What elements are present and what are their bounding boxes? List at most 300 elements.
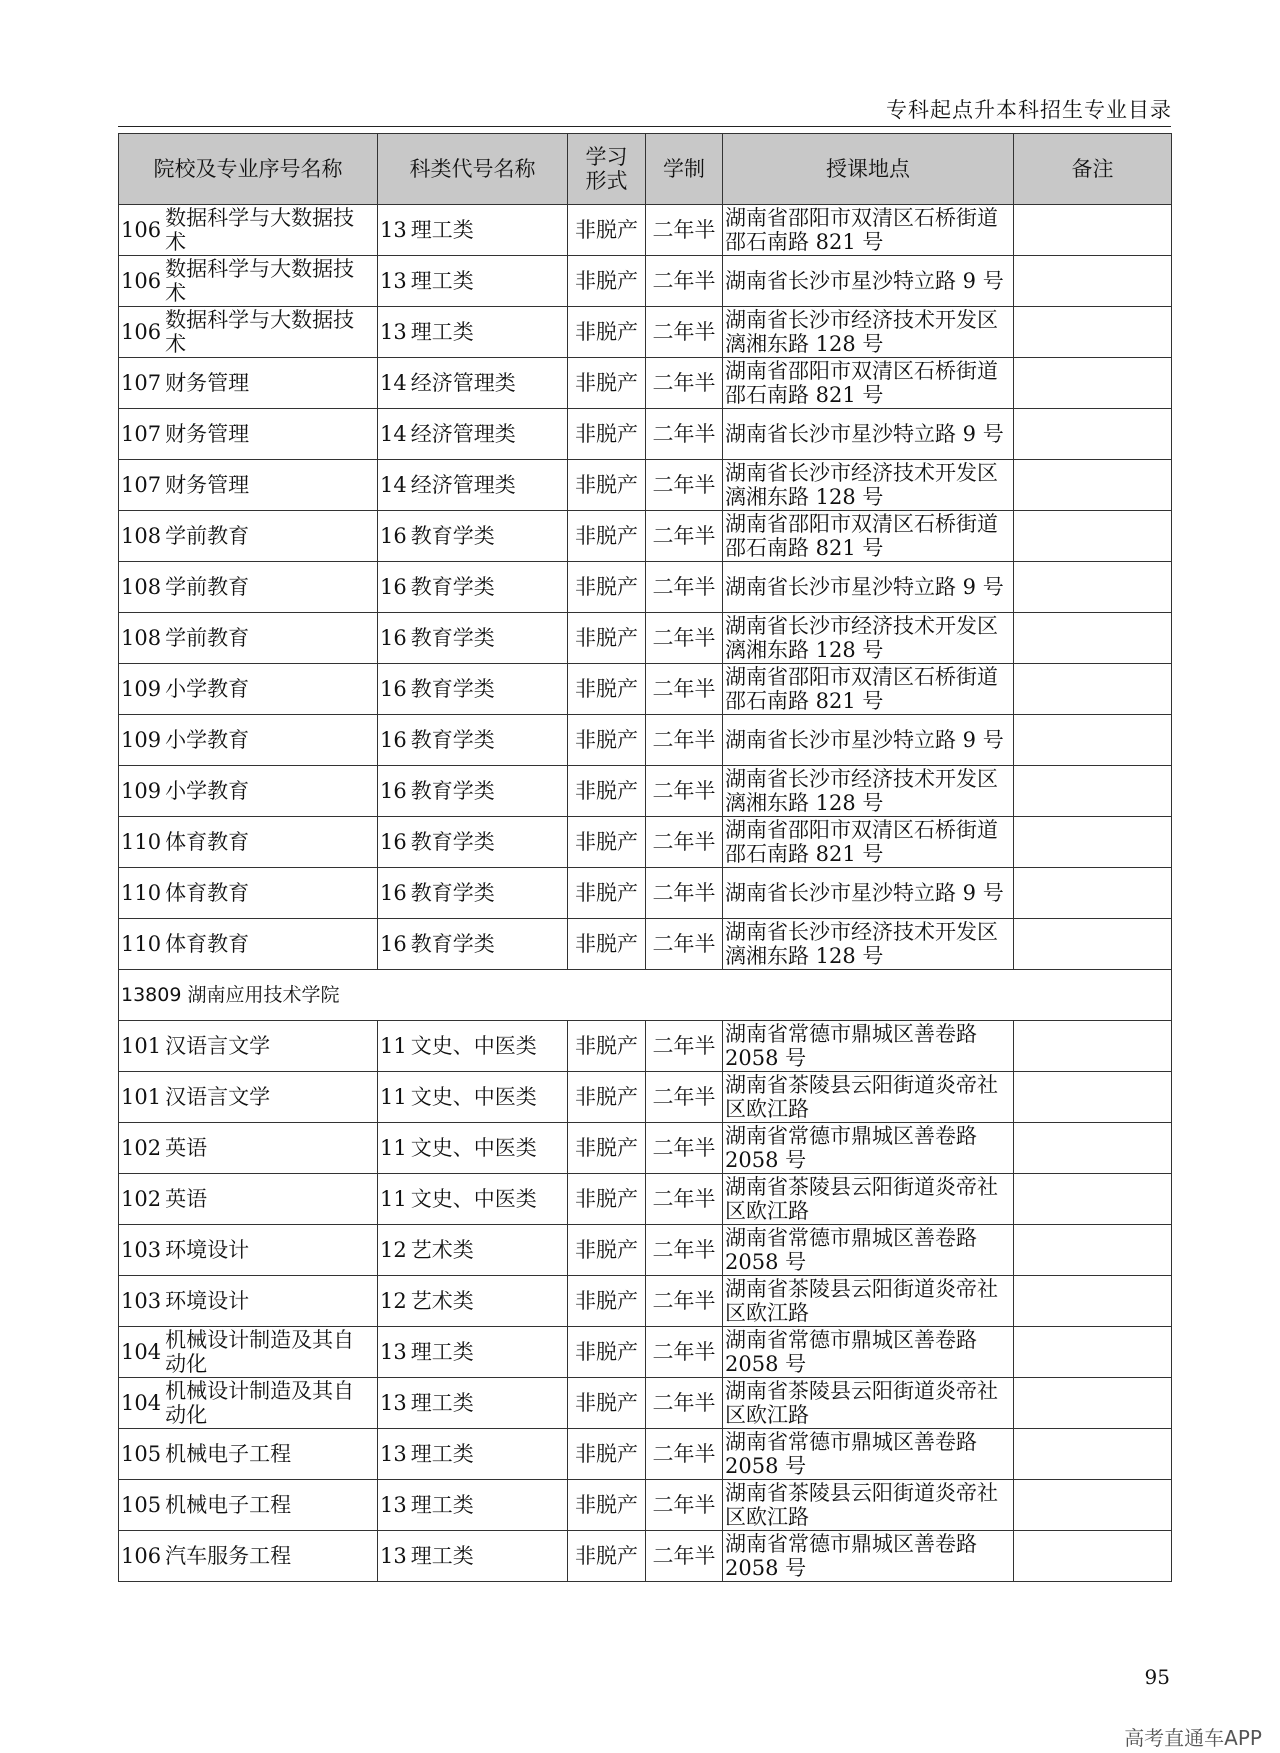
category-cell	[378, 1174, 568, 1225]
table-row	[119, 409, 1172, 460]
study-mode-cell: 非脱产	[568, 307, 646, 358]
program-cell	[119, 256, 378, 307]
table-row	[119, 1123, 1172, 1174]
note-cell	[1014, 715, 1172, 766]
duration-cell: 二年半	[646, 409, 723, 460]
table-row	[119, 1225, 1172, 1276]
watermark: 高考直通车APP	[1124, 1726, 1262, 1750]
category-code: 13	[380, 1544, 407, 1568]
study-mode-cell: 非脱产	[568, 1378, 646, 1429]
category-code: 16	[380, 524, 407, 548]
category-name: 理工类	[410, 269, 474, 293]
category-cell	[378, 256, 568, 307]
duration-cell: 二年半	[646, 1480, 723, 1531]
program-name: 数据科学与大数据技术	[165, 308, 355, 356]
column-header-category: 科类代号名称	[378, 134, 568, 205]
study-mode-cell: 非脱产	[568, 256, 646, 307]
category-cell	[378, 817, 568, 868]
program-number: 108	[121, 575, 162, 599]
category-name: 理工类	[410, 218, 474, 242]
program-number: 105	[121, 1493, 162, 1517]
program-name: 英语	[165, 1187, 208, 1211]
table-row	[119, 613, 1172, 664]
category-name: 教育学类	[410, 779, 495, 803]
duration-cell: 二年半	[646, 1072, 723, 1123]
program-number: 101	[121, 1034, 162, 1058]
table-row	[119, 1378, 1172, 1429]
note-cell	[1014, 511, 1172, 562]
category-code: 13	[380, 320, 407, 344]
study-mode-cell: 非脱产	[568, 460, 646, 511]
location-cell: 湖南省长沙市经济技术开发区漓湘东路 128 号	[723, 460, 1014, 511]
duration-cell: 二年半	[646, 664, 723, 715]
category-cell	[378, 664, 568, 715]
program-name: 机械设计制造及其自动化	[165, 1328, 355, 1376]
program-number: 107	[121, 473, 162, 497]
note-cell	[1014, 664, 1172, 715]
table-row	[119, 766, 1172, 817]
program-number: 109	[121, 677, 162, 701]
program-cell	[119, 1072, 378, 1123]
program-cell	[119, 460, 378, 511]
table-row	[119, 511, 1172, 562]
program-number: 107	[121, 422, 162, 446]
program-number: 108	[121, 524, 162, 548]
study-mode-cell: 非脱产	[568, 1327, 646, 1378]
program-name: 数据科学与大数据技术	[165, 257, 355, 305]
note-cell	[1014, 1174, 1172, 1225]
table-row	[119, 1429, 1172, 1480]
note-cell	[1014, 307, 1172, 358]
category-cell	[378, 1480, 568, 1531]
category-cell	[378, 1531, 568, 1582]
program-number: 105	[121, 1442, 162, 1466]
location-cell: 湖南省茶陵县云阳街道炎帝社区欧江路	[723, 1276, 1014, 1327]
program-cell	[119, 817, 378, 868]
category-name: 文史、中医类	[410, 1136, 537, 1160]
duration-cell: 二年半	[646, 1021, 723, 1072]
note-cell	[1014, 1276, 1172, 1327]
program-cell	[119, 409, 378, 460]
program-cell	[119, 1429, 378, 1480]
program-number: 110	[121, 932, 162, 956]
program-cell	[119, 766, 378, 817]
program-name: 小学教育	[165, 677, 250, 701]
location-cell: 湖南省长沙市星沙特立路 9 号	[723, 715, 1014, 766]
duration-cell: 二年半	[646, 1429, 723, 1480]
program-cell	[119, 1327, 378, 1378]
category-cell	[378, 766, 568, 817]
study-mode-cell: 非脱产	[568, 1276, 646, 1327]
program-cell	[119, 1531, 378, 1582]
column-header-duration: 学制	[646, 134, 723, 205]
program-number: 109	[121, 728, 162, 752]
program-name: 汉语言文学	[165, 1085, 271, 1109]
program-number: 109	[121, 779, 162, 803]
table-row	[119, 1276, 1172, 1327]
program-cell	[119, 664, 378, 715]
category-cell	[378, 1276, 568, 1327]
duration-cell: 二年半	[646, 1225, 723, 1276]
column-header-note: 备注	[1014, 134, 1172, 205]
location-cell: 湖南省常德市鼎城区善卷路 2058 号	[723, 1123, 1014, 1174]
study-mode-cell: 非脱产	[568, 766, 646, 817]
program-cell	[119, 511, 378, 562]
note-cell	[1014, 817, 1172, 868]
category-cell	[378, 1225, 568, 1276]
study-mode-cell: 非脱产	[568, 868, 646, 919]
category-name: 教育学类	[410, 881, 495, 905]
category-code: 11	[380, 1085, 407, 1109]
program-cell	[119, 919, 378, 970]
location-cell: 湖南省邵阳市双清区石桥街道邵石南路 821 号	[723, 664, 1014, 715]
program-name: 学前教育	[165, 626, 250, 650]
program-cell	[119, 358, 378, 409]
table-header-row	[119, 134, 1172, 205]
category-name: 理工类	[410, 320, 474, 344]
location-cell: 湖南省邵阳市双清区石桥街道邵石南路 821 号	[723, 358, 1014, 409]
program-cell	[119, 613, 378, 664]
note-cell	[1014, 1225, 1172, 1276]
category-cell	[378, 613, 568, 664]
program-number: 106	[121, 1544, 162, 1568]
category-code: 13	[380, 1442, 407, 1466]
program-number: 110	[121, 881, 162, 905]
category-cell	[378, 1123, 568, 1174]
location-cell: 湖南省常德市鼎城区善卷路 2058 号	[723, 1429, 1014, 1480]
category-name: 经济管理类	[410, 422, 516, 446]
location-cell: 湖南省茶陵县云阳街道炎帝社区欧江路	[723, 1480, 1014, 1531]
category-name: 文史、中医类	[410, 1085, 537, 1109]
category-code: 14	[380, 371, 407, 395]
program-cell	[119, 1123, 378, 1174]
duration-cell: 二年半	[646, 715, 723, 766]
program-number: 110	[121, 830, 162, 854]
program-name: 财务管理	[165, 422, 250, 446]
category-code: 14	[380, 473, 407, 497]
duration-cell: 二年半	[646, 817, 723, 868]
table-row	[119, 1480, 1172, 1531]
study-mode-cell: 非脱产	[568, 664, 646, 715]
category-name: 教育学类	[410, 677, 495, 701]
category-name: 教育学类	[410, 626, 495, 650]
duration-cell: 二年半	[646, 256, 723, 307]
table-row	[119, 460, 1172, 511]
running-header: 专科起点升本科招生专业目录	[886, 98, 1172, 122]
duration-cell: 二年半	[646, 1123, 723, 1174]
program-name: 学前教育	[165, 524, 250, 548]
table-row	[119, 256, 1172, 307]
location-cell: 湖南省茶陵县云阳街道炎帝社区欧江路	[723, 1072, 1014, 1123]
program-name: 体育教育	[165, 830, 250, 854]
program-name: 小学教育	[165, 779, 250, 803]
category-name: 教育学类	[410, 932, 495, 956]
duration-cell: 二年半	[646, 358, 723, 409]
category-code: 13	[380, 1493, 407, 1517]
table-row	[119, 664, 1172, 715]
category-name: 教育学类	[410, 830, 495, 854]
category-code: 11	[380, 1034, 407, 1058]
category-code: 14	[380, 422, 407, 446]
program-name: 环境设计	[165, 1238, 250, 1262]
location-cell: 湖南省长沙市经济技术开发区漓湘东路 128 号	[723, 613, 1014, 664]
column-header-study-mode	[568, 134, 646, 205]
location-cell: 湖南省长沙市星沙特立路 9 号	[723, 562, 1014, 613]
category-code: 12	[380, 1289, 407, 1313]
category-code: 16	[380, 575, 407, 599]
category-code: 16	[380, 881, 407, 905]
note-cell	[1014, 409, 1172, 460]
program-number: 102	[121, 1187, 162, 1211]
program-number: 103	[121, 1238, 162, 1262]
table-row	[119, 919, 1172, 970]
program-cell	[119, 562, 378, 613]
category-name: 教育学类	[410, 524, 495, 548]
location-cell: 湖南省常德市鼎城区善卷路 2058 号	[723, 1327, 1014, 1378]
table-row	[119, 1327, 1172, 1378]
category-cell	[378, 1378, 568, 1429]
study-mode-cell: 非脱产	[568, 817, 646, 868]
study-mode-cell: 非脱产	[568, 1480, 646, 1531]
table-row	[119, 1021, 1172, 1072]
category-cell	[378, 1429, 568, 1480]
category-code: 13	[380, 269, 407, 293]
category-cell	[378, 1072, 568, 1123]
program-number: 104	[121, 1391, 162, 1415]
program-name: 数据科学与大数据技术	[165, 206, 355, 254]
category-name: 理工类	[410, 1442, 474, 1466]
category-name: 经济管理类	[410, 473, 516, 497]
study-mode-cell: 非脱产	[568, 511, 646, 562]
category-code: 16	[380, 830, 407, 854]
program-number: 106	[121, 218, 162, 242]
category-code: 11	[380, 1187, 407, 1211]
category-code: 13	[380, 218, 407, 242]
study-mode-cell: 非脱产	[568, 409, 646, 460]
location-cell: 湖南省常德市鼎城区善卷路 2058 号	[723, 1021, 1014, 1072]
program-cell	[119, 1378, 378, 1429]
note-cell	[1014, 256, 1172, 307]
column-header-location: 授课地点	[723, 134, 1014, 205]
study-mode-header-line-2: 形式	[585, 169, 628, 193]
note-cell	[1014, 1072, 1172, 1123]
category-name: 理工类	[410, 1340, 474, 1364]
duration-cell: 二年半	[646, 868, 723, 919]
category-code: 11	[380, 1136, 407, 1160]
category-cell	[378, 511, 568, 562]
category-cell	[378, 919, 568, 970]
program-name: 财务管理	[165, 371, 250, 395]
category-name: 文史、中医类	[410, 1187, 537, 1211]
study-mode-cell: 非脱产	[568, 1021, 646, 1072]
category-name: 理工类	[410, 1391, 474, 1415]
duration-cell: 二年半	[646, 1327, 723, 1378]
location-cell: 湖南省茶陵县云阳街道炎帝社区欧江路	[723, 1174, 1014, 1225]
duration-cell: 二年半	[646, 1378, 723, 1429]
table-row	[119, 358, 1172, 409]
category-cell	[378, 358, 568, 409]
note-cell	[1014, 1021, 1172, 1072]
note-cell	[1014, 919, 1172, 970]
table-row	[119, 205, 1172, 256]
category-name: 理工类	[410, 1544, 474, 1568]
category-cell	[378, 460, 568, 511]
program-name: 财务管理	[165, 473, 250, 497]
study-mode-cell: 非脱产	[568, 919, 646, 970]
note-cell	[1014, 868, 1172, 919]
program-name: 机械设计制造及其自动化	[165, 1379, 355, 1427]
page-number: 95	[1144, 1665, 1170, 1689]
program-number: 108	[121, 626, 162, 650]
category-name: 经济管理类	[410, 371, 516, 395]
program-name: 机械电子工程	[165, 1493, 292, 1517]
location-cell: 湖南省邵阳市双清区石桥街道邵石南路 821 号	[723, 205, 1014, 256]
header-rule	[118, 126, 1171, 127]
table-row	[119, 715, 1172, 766]
note-cell	[1014, 1378, 1172, 1429]
study-mode-header-line-1: 学习	[585, 145, 628, 169]
program-cell	[119, 1225, 378, 1276]
category-cell	[378, 307, 568, 358]
duration-cell: 二年半	[646, 1174, 723, 1225]
location-cell: 湖南省邵阳市双清区石桥街道邵石南路 821 号	[723, 817, 1014, 868]
note-cell	[1014, 358, 1172, 409]
program-cell	[119, 1174, 378, 1225]
table-row	[119, 307, 1172, 358]
study-mode-cell: 非脱产	[568, 205, 646, 256]
program-cell	[119, 205, 378, 256]
program-name: 体育教育	[165, 881, 250, 905]
study-mode-cell: 非脱产	[568, 1429, 646, 1480]
category-code: 13	[380, 1340, 407, 1364]
duration-cell: 二年半	[646, 562, 723, 613]
category-cell	[378, 715, 568, 766]
program-cell	[119, 1480, 378, 1531]
note-cell	[1014, 613, 1172, 664]
program-name: 环境设计	[165, 1289, 250, 1313]
category-cell	[378, 868, 568, 919]
program-name: 汉语言文学	[165, 1034, 271, 1058]
note-cell	[1014, 460, 1172, 511]
study-mode-cell: 非脱产	[568, 1531, 646, 1582]
program-number: 106	[121, 269, 162, 293]
category-cell	[378, 409, 568, 460]
category-cell	[378, 205, 568, 256]
table-row	[119, 1072, 1172, 1123]
study-mode-cell: 非脱产	[568, 715, 646, 766]
category-code: 16	[380, 779, 407, 803]
program-name: 体育教育	[165, 932, 250, 956]
program-name: 学前教育	[165, 575, 250, 599]
note-cell	[1014, 562, 1172, 613]
program-name: 汽车服务工程	[165, 1544, 292, 1568]
study-mode-cell: 非脱产	[568, 358, 646, 409]
category-cell	[378, 1327, 568, 1378]
location-cell: 湖南省常德市鼎城区善卷路 2058 号	[723, 1225, 1014, 1276]
program-name: 机械电子工程	[165, 1442, 292, 1466]
duration-cell: 二年半	[646, 205, 723, 256]
table-row	[119, 817, 1172, 868]
category-code: 13	[380, 1391, 407, 1415]
category-name: 理工类	[410, 1493, 474, 1517]
category-code: 16	[380, 932, 407, 956]
school-name: 13809 湖南应用技术学院	[119, 970, 1172, 1021]
catalog-table	[118, 133, 1172, 1582]
program-number: 101	[121, 1085, 162, 1109]
note-cell	[1014, 1327, 1172, 1378]
location-cell: 湖南省邵阳市双清区石桥街道邵石南路 821 号	[723, 511, 1014, 562]
program-cell	[119, 1021, 378, 1072]
table-row	[119, 868, 1172, 919]
note-cell	[1014, 1480, 1172, 1531]
duration-cell: 二年半	[646, 766, 723, 817]
program-cell	[119, 307, 378, 358]
study-mode-cell: 非脱产	[568, 1072, 646, 1123]
program-number: 106	[121, 320, 162, 344]
category-code: 16	[380, 626, 407, 650]
program-name: 英语	[165, 1136, 208, 1160]
location-cell: 湖南省长沙市星沙特立路 9 号	[723, 409, 1014, 460]
program-cell	[119, 1276, 378, 1327]
program-cell	[119, 715, 378, 766]
category-cell	[378, 562, 568, 613]
study-mode-cell: 非脱产	[568, 613, 646, 664]
category-name: 教育学类	[410, 728, 495, 752]
duration-cell: 二年半	[646, 1531, 723, 1582]
study-mode-cell: 非脱产	[568, 1225, 646, 1276]
category-code: 16	[380, 677, 407, 701]
note-cell	[1014, 205, 1172, 256]
program-number: 103	[121, 1289, 162, 1313]
location-cell: 湖南省长沙市星沙特立路 9 号	[723, 868, 1014, 919]
study-mode-cell: 非脱产	[568, 562, 646, 613]
program-number: 104	[121, 1340, 162, 1364]
location-cell: 湖南省长沙市星沙特立路 9 号	[723, 256, 1014, 307]
duration-cell: 二年半	[646, 511, 723, 562]
duration-cell: 二年半	[646, 613, 723, 664]
category-code: 16	[380, 728, 407, 752]
location-cell: 湖南省常德市鼎城区善卷路 2058 号	[723, 1531, 1014, 1582]
duration-cell: 二年半	[646, 1276, 723, 1327]
category-cell	[378, 1021, 568, 1072]
location-cell: 湖南省长沙市经济技术开发区漓湘东路 128 号	[723, 766, 1014, 817]
table-body	[119, 205, 1172, 1582]
category-name: 教育学类	[410, 575, 495, 599]
school-header-row	[119, 970, 1172, 1021]
note-cell	[1014, 1123, 1172, 1174]
program-number: 107	[121, 371, 162, 395]
program-number: 102	[121, 1136, 162, 1160]
location-cell: 湖南省茶陵县云阳街道炎帝社区欧江路	[723, 1378, 1014, 1429]
duration-cell: 二年半	[646, 307, 723, 358]
duration-cell: 二年半	[646, 460, 723, 511]
category-name: 文史、中医类	[410, 1034, 537, 1058]
category-name: 艺术类	[410, 1289, 474, 1313]
program-cell	[119, 868, 378, 919]
duration-cell: 二年半	[646, 919, 723, 970]
study-mode-cell: 非脱产	[568, 1174, 646, 1225]
study-mode-cell: 非脱产	[568, 1123, 646, 1174]
note-cell	[1014, 1531, 1172, 1582]
location-cell: 湖南省长沙市经济技术开发区漓湘东路 128 号	[723, 307, 1014, 358]
table-row	[119, 562, 1172, 613]
note-cell	[1014, 766, 1172, 817]
location-cell: 湖南省长沙市经济技术开发区漓湘东路 128 号	[723, 919, 1014, 970]
category-name: 艺术类	[410, 1238, 474, 1262]
column-header-program: 院校及专业序号名称	[119, 134, 378, 205]
table-row	[119, 1531, 1172, 1582]
table-row	[119, 1174, 1172, 1225]
